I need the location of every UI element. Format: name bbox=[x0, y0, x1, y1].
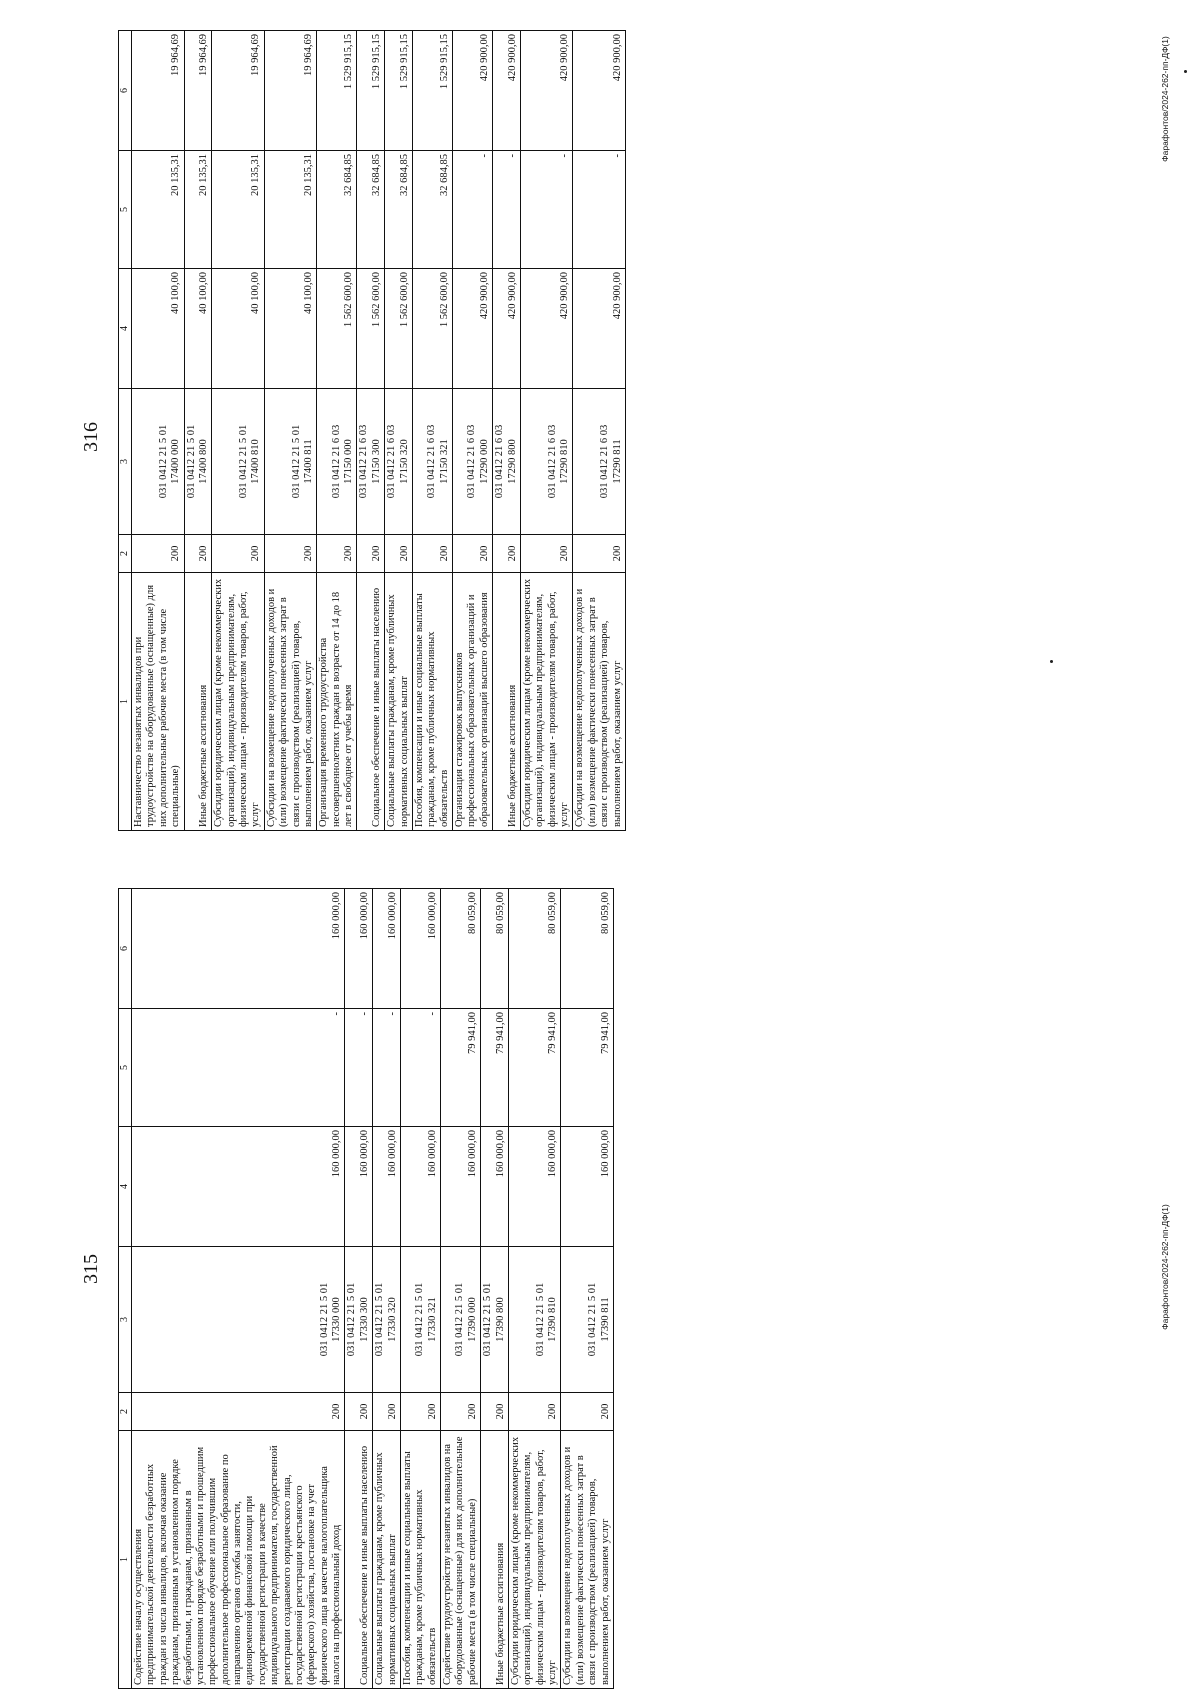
classification-code-line-1: 031 0412 21 6 03 bbox=[426, 424, 438, 499]
row-col5-cell: 32 684,85 bbox=[385, 151, 413, 269]
row-col4-cell: 1 562 600,00 bbox=[385, 269, 413, 389]
classification-code-line-2: 17150 321 bbox=[438, 439, 450, 484]
table-row bbox=[412, 31, 452, 831]
classification-code-line-2: 17330 320 bbox=[386, 1297, 398, 1342]
row-name-cell: Содействие началу осуществления предпринимательской деятельности безработных граждан из числа инвалидов, включая оказание гражданам, признанным в установленном порядке безработными, и гражданам, признанным в установленном порядке безработными и прошедшим профессиональное обучение или получившим дополнительное профессиональное образование по направлению органов службы занятости, единовременной финансовой помощи при государственной регистрации в качестве индивидуального предпринимателя, государственной регистрации создаваемого юридического лица, государственной регистрации крестьянского (фермерского) хозяйства, постановке на учет физического лица в качестве налогоплательщика налога на профессиональный доход bbox=[132, 1431, 345, 1689]
row-col4-cell: 420 900,00 bbox=[520, 269, 573, 389]
row-col6-cell: 420 900,00 bbox=[520, 31, 573, 151]
row-col4-cell: 160 000,00 bbox=[481, 1127, 509, 1247]
classification-code-line-1: 031 0412 21 5 01 bbox=[414, 1282, 426, 1357]
classification-code-line-1: 031 0412 21 5 01 bbox=[318, 1282, 330, 1357]
classification-code-line-1: 031 0412 21 5 01 bbox=[454, 1282, 466, 1357]
table-row bbox=[357, 31, 385, 831]
row-col4-cell: 160 000,00 bbox=[373, 1127, 401, 1247]
row-col2-cell: 200 bbox=[441, 1393, 481, 1431]
row-code-cell bbox=[212, 389, 265, 535]
col-header-6: 6 bbox=[119, 889, 132, 1009]
row-col5-cell: 20 135,31 bbox=[264, 151, 317, 269]
row-col6-cell: 19 964,69 bbox=[132, 31, 185, 151]
row-name-cell: Иные бюджетные ассигнования bbox=[493, 573, 521, 831]
table-row bbox=[132, 889, 345, 1689]
classification-code-line-1: 031 0412 21 6 03 bbox=[466, 424, 478, 499]
row-name-cell: Организация стажировок выпускников профессиональных образовательных организаций и образовательных организаций высшего образования bbox=[453, 573, 493, 831]
classification-code-line-1: 031 0412 21 6 03 bbox=[546, 424, 558, 499]
classification-code-line-1: 031 0412 21 6 03 bbox=[599, 424, 611, 499]
row-code-cell bbox=[412, 389, 452, 535]
row-col6-cell: 80 059,00 bbox=[441, 889, 481, 1009]
row-code-cell bbox=[264, 389, 317, 535]
table-row bbox=[345, 889, 373, 1689]
row-col4-cell: 420 900,00 bbox=[493, 269, 521, 389]
row-col5-cell: 79 941,00 bbox=[441, 1009, 481, 1127]
col-header-4: 4 bbox=[119, 1127, 132, 1247]
col-header-3: 3 bbox=[119, 1247, 132, 1393]
row-col4-cell: 160 000,00 bbox=[132, 1127, 345, 1247]
classification-code-line-2: 17330 321 bbox=[426, 1297, 438, 1342]
page-315 bbox=[0, 849, 1200, 1697]
row-col4-cell: 40 100,00 bbox=[184, 269, 212, 389]
classification-code-line-1: 031 0412 21 6 03 bbox=[494, 424, 506, 499]
row-col4-cell: 40 100,00 bbox=[132, 269, 185, 389]
row-code-cell bbox=[345, 1247, 373, 1393]
row-code-cell bbox=[573, 389, 626, 535]
row-code-cell bbox=[493, 389, 521, 535]
row-code-cell bbox=[400, 1247, 440, 1393]
scan-speck bbox=[1184, 70, 1187, 73]
classification-code-line-1: 031 0412 21 6 03 bbox=[330, 424, 342, 499]
row-name-cell: Субсидии юридическим лицам (кроме некоммерческих организаций), индивидуальным предпринимателям, физическим лицам - производителям товаров, работ, услуг bbox=[508, 1431, 561, 1689]
classification-code-line-1: 031 0412 21 5 01 bbox=[238, 424, 249, 499]
classification-code-line-1: 031 0412 21 5 01 bbox=[346, 1282, 358, 1357]
row-col5-cell: - bbox=[345, 1009, 373, 1127]
row-col4-cell: 160 000,00 bbox=[345, 1127, 373, 1247]
row-col5-cell: 32 684,85 bbox=[317, 151, 357, 269]
row-col5-cell: - bbox=[493, 151, 521, 269]
row-name-cell: Субсидии юридическим лицам (кроме некоммерческих организаций), индивидуальным предпринимателям, физическим лицам - производителям товаров, работ, услуг bbox=[520, 573, 573, 831]
table-row bbox=[264, 31, 317, 831]
row-col5-cell: 79 941,00 bbox=[508, 1009, 561, 1127]
row-col5-cell: 79 941,00 bbox=[561, 1009, 614, 1127]
row-col2-cell: 200 bbox=[345, 1393, 373, 1431]
classification-code-line-2: 17150 300 bbox=[370, 439, 382, 484]
table-row bbox=[520, 31, 573, 831]
footer-code: Фарафонтов/2024-262-пп-ДФ(1) bbox=[1160, 36, 1170, 162]
row-col4-cell: 420 900,00 bbox=[573, 269, 626, 389]
row-col6-cell: 19 964,69 bbox=[264, 31, 317, 151]
header-row bbox=[119, 31, 132, 831]
classification-code-line-1: 031 0412 21 5 01 bbox=[587, 1282, 599, 1357]
table-row bbox=[441, 889, 481, 1689]
row-code-cell bbox=[373, 1247, 401, 1393]
row-col2-cell: 200 bbox=[385, 535, 413, 573]
page-number: 316 bbox=[80, 422, 102, 452]
row-col6-cell: 80 059,00 bbox=[481, 889, 509, 1009]
table-row bbox=[184, 31, 212, 831]
row-code-cell bbox=[481, 1247, 509, 1393]
classification-code-line-2: 17290 800 bbox=[506, 439, 518, 484]
row-code-cell bbox=[357, 389, 385, 535]
row-col6-cell: 19 964,69 bbox=[184, 31, 212, 151]
row-col4-cell: 1 562 600,00 bbox=[317, 269, 357, 389]
row-code-cell bbox=[453, 389, 493, 535]
row-col6-cell: 19 964,69 bbox=[212, 31, 265, 151]
col-header-2: 2 bbox=[119, 1393, 132, 1431]
row-name-cell: Пособия, компенсации и иные социальные выплаты гражданам, кроме публичных нормативных обязательств bbox=[412, 573, 452, 831]
classification-code-line-1: 031 0412 21 5 01 bbox=[374, 1282, 386, 1357]
classification-code-line-2: 17330 300 bbox=[358, 1297, 370, 1342]
col-header-2: 2 bbox=[119, 535, 132, 573]
table-row bbox=[400, 889, 440, 1689]
row-name-cell: Субсидии на возмещение недополученных доходов и (или) возмещение фактически понесенных затрат в связи с производством (реализацией) товаров, выполнением работ, оказанием услуг bbox=[561, 1431, 614, 1689]
row-name-cell: Иные бюджетные ассигнования bbox=[481, 1431, 509, 1689]
row-col5-cell: 32 684,85 bbox=[412, 151, 452, 269]
row-name-cell: Субсидии юридическим лицам (кроме некоммерческих организаций), индивидуальным предпринимателям, физическим лицам - производителям товаров, работ, услуг bbox=[212, 573, 265, 831]
row-col2-cell: 200 bbox=[573, 535, 626, 573]
row-col4-cell: 420 900,00 bbox=[453, 269, 493, 389]
row-col5-cell: - bbox=[520, 151, 573, 269]
row-code-cell bbox=[508, 1247, 561, 1393]
classification-code-line-2: 17390 800 bbox=[494, 1297, 506, 1342]
row-col5-cell: - bbox=[573, 151, 626, 269]
row-code-cell bbox=[132, 1247, 345, 1393]
row-col2-cell: 200 bbox=[357, 535, 385, 573]
row-col5-cell: 20 135,31 bbox=[212, 151, 265, 269]
table-row bbox=[493, 31, 521, 831]
table-row bbox=[385, 31, 413, 831]
page-number: 315 bbox=[80, 1254, 102, 1284]
row-name-cell: Социальные выплаты гражданам, кроме публичных нормативных социальных выплат bbox=[373, 1431, 401, 1689]
row-col6-cell: 80 059,00 bbox=[508, 889, 561, 1009]
row-col4-cell: 160 000,00 bbox=[561, 1127, 614, 1247]
row-name-cell: Содействие трудоустройству незанятых инвалидов на оборудованные (оснащенные) для них дополнительные рабочие места (в том числе специальные) bbox=[441, 1431, 481, 1689]
classification-code-line-2: 17150 320 bbox=[398, 439, 410, 484]
row-col4-cell: 160 000,00 bbox=[441, 1127, 481, 1247]
row-col2-cell: 200 bbox=[132, 535, 185, 573]
row-code-cell bbox=[385, 389, 413, 535]
classification-code-line-2: 17400 800 bbox=[197, 439, 209, 484]
row-code-cell bbox=[317, 389, 357, 535]
classification-code-line-2: 17400 000 bbox=[170, 439, 182, 484]
row-col4-cell: 40 100,00 bbox=[212, 269, 265, 389]
col-header-1: 1 bbox=[119, 573, 132, 831]
row-col2-cell: 200 bbox=[493, 535, 521, 573]
row-col2-cell: 200 bbox=[453, 535, 493, 573]
classification-code-line-2: 17330 000 bbox=[331, 1297, 342, 1342]
classification-code-line-1: 031 0412 21 6 03 bbox=[358, 424, 370, 499]
row-col6-cell: 420 900,00 bbox=[453, 31, 493, 151]
row-col2-cell: 200 bbox=[317, 535, 357, 573]
row-col6-cell: 160 000,00 bbox=[400, 889, 440, 1009]
row-code-cell bbox=[184, 389, 212, 535]
classification-code-line-2: 17390 810 bbox=[547, 1297, 558, 1342]
table-row bbox=[573, 31, 626, 831]
classification-code-line-1: 031 0412 21 5 01 bbox=[534, 1282, 546, 1357]
row-col6-cell: 160 000,00 bbox=[345, 889, 373, 1009]
row-col2-cell: 200 bbox=[412, 535, 452, 573]
classification-code-line-1: 031 0412 21 5 01 bbox=[482, 1282, 494, 1357]
table-row bbox=[561, 889, 614, 1689]
row-col2-cell: 200 bbox=[184, 535, 212, 573]
classification-code-line-2: 17290 811 bbox=[611, 439, 623, 484]
row-col6-cell: 420 900,00 bbox=[573, 31, 626, 151]
row-col2-cell: 200 bbox=[132, 1393, 345, 1431]
row-name-cell: Социальное обеспечение и иные выплаты населению bbox=[357, 573, 385, 831]
row-col5-cell: 20 135,31 bbox=[132, 151, 185, 269]
table-row bbox=[317, 31, 357, 831]
col-header-3: 3 bbox=[119, 389, 132, 535]
row-name-cell: Социальные выплаты гражданам, кроме публичных нормативных социальных выплат bbox=[385, 573, 413, 831]
table-row bbox=[481, 889, 509, 1689]
classification-code-line-2: 17290 810 bbox=[559, 439, 570, 484]
row-name-cell: Иные бюджетные ассигнования bbox=[184, 573, 212, 831]
table-row bbox=[132, 31, 185, 831]
classification-code-line-1: 031 0412 21 5 01 bbox=[157, 424, 169, 499]
budget-table-316 bbox=[118, 30, 626, 831]
table-body bbox=[132, 31, 626, 831]
table-row bbox=[373, 889, 401, 1689]
row-col2-cell: 200 bbox=[264, 535, 317, 573]
col-header-6: 6 bbox=[119, 31, 132, 151]
col-header-4: 4 bbox=[119, 269, 132, 389]
classification-code-line-1: 031 0412 21 5 01 bbox=[185, 424, 197, 499]
col-header-5: 5 bbox=[119, 1009, 132, 1127]
row-code-cell bbox=[441, 1247, 481, 1393]
classification-code-line-2: 17390 811 bbox=[599, 1297, 611, 1342]
row-col6-cell: 420 900,00 bbox=[493, 31, 521, 151]
row-code-cell bbox=[132, 389, 185, 535]
row-name-cell: Наставничество незанятых инвалидов при трудоустройстве на оборудованные (оснащенные) для них дополнительные рабочие места (в том числе специальные) bbox=[132, 573, 185, 831]
row-col5-cell: - bbox=[132, 1009, 345, 1127]
row-col2-cell: 200 bbox=[212, 535, 265, 573]
row-col4-cell: 40 100,00 bbox=[264, 269, 317, 389]
table-row bbox=[453, 31, 493, 831]
row-col4-cell: 1 562 600,00 bbox=[357, 269, 385, 389]
row-col6-cell: 1 529 915,15 bbox=[357, 31, 385, 151]
row-name-cell: Социальное обеспечение и иные выплаты населению bbox=[345, 1431, 373, 1689]
classification-code-line-2: 17150 000 bbox=[343, 439, 354, 484]
row-col6-cell: 160 000,00 bbox=[373, 889, 401, 1009]
row-col5-cell: 20 135,31 bbox=[184, 151, 212, 269]
row-col5-cell: 32 684,85 bbox=[357, 151, 385, 269]
classification-code-line-2: 17290 000 bbox=[478, 439, 490, 484]
row-col5-cell: 79 941,00 bbox=[481, 1009, 509, 1127]
col-header-5: 5 bbox=[119, 151, 132, 269]
footer-code: Фарафонтов/2024-262-пп-ДФ(1) bbox=[1160, 1204, 1170, 1330]
scan-speck bbox=[1050, 660, 1053, 663]
row-col5-cell: - bbox=[400, 1009, 440, 1127]
col-header-1: 1 bbox=[119, 1431, 132, 1689]
header-row bbox=[119, 889, 132, 1689]
row-col6-cell: 1 529 915,15 bbox=[317, 31, 357, 151]
row-col5-cell: - bbox=[453, 151, 493, 269]
row-col6-cell: 80 059,00 bbox=[561, 889, 614, 1009]
row-name-cell: Субсидии на возмещение недополученных доходов и (или) возмещение фактически понесенных затрат в связи с производством (реализацией) товаров, выполнением работ, оказанием услуг bbox=[573, 573, 626, 831]
row-code-cell bbox=[520, 389, 573, 535]
table-row bbox=[212, 31, 265, 831]
classification-code-line-1: 031 0412 21 6 03 bbox=[386, 424, 398, 499]
row-col2-cell: 200 bbox=[561, 1393, 614, 1431]
row-col4-cell: 1 562 600,00 bbox=[412, 269, 452, 389]
table-body bbox=[132, 889, 614, 1689]
row-col2-cell: 200 bbox=[481, 1393, 509, 1431]
row-name-cell: Пособия, компенсации и иные социальные выплаты гражданам, кроме публичных нормативных обязательств bbox=[400, 1431, 440, 1689]
classification-code-line-2: 17390 000 bbox=[466, 1297, 478, 1342]
classification-code-line-2: 17400 810 bbox=[250, 439, 262, 484]
row-col6-cell: 1 529 915,15 bbox=[385, 31, 413, 151]
row-col2-cell: 200 bbox=[508, 1393, 561, 1431]
row-col2-cell: 200 bbox=[520, 535, 573, 573]
row-col6-cell: 160 000,00 bbox=[132, 889, 345, 1009]
row-col6-cell: 1 529 915,15 bbox=[412, 31, 452, 151]
row-col4-cell: 160 000,00 bbox=[400, 1127, 440, 1247]
row-name-cell: Субсидии на возмещение недополученных доходов и (или) возмещение фактически понесенных затрат в связи с производством (реализацией) товаров, выполнением работ, оказанием услуг bbox=[264, 573, 317, 831]
classification-code-line-2: 17400 811 bbox=[302, 439, 314, 484]
row-name-cell: Организация временного трудоустройства несовершеннолетних граждан в возрасте от 14 до 18 лет в свободное от учебы время bbox=[317, 573, 357, 831]
row-col2-cell: 200 bbox=[373, 1393, 401, 1431]
row-col2-cell: 200 bbox=[400, 1393, 440, 1431]
row-col5-cell: - bbox=[373, 1009, 401, 1127]
budget-table-315 bbox=[118, 888, 614, 1689]
row-col4-cell: 160 000,00 bbox=[508, 1127, 561, 1247]
table-row bbox=[508, 889, 561, 1689]
classification-code-line-1: 031 0412 21 5 01 bbox=[290, 424, 302, 499]
row-code-cell bbox=[561, 1247, 614, 1393]
